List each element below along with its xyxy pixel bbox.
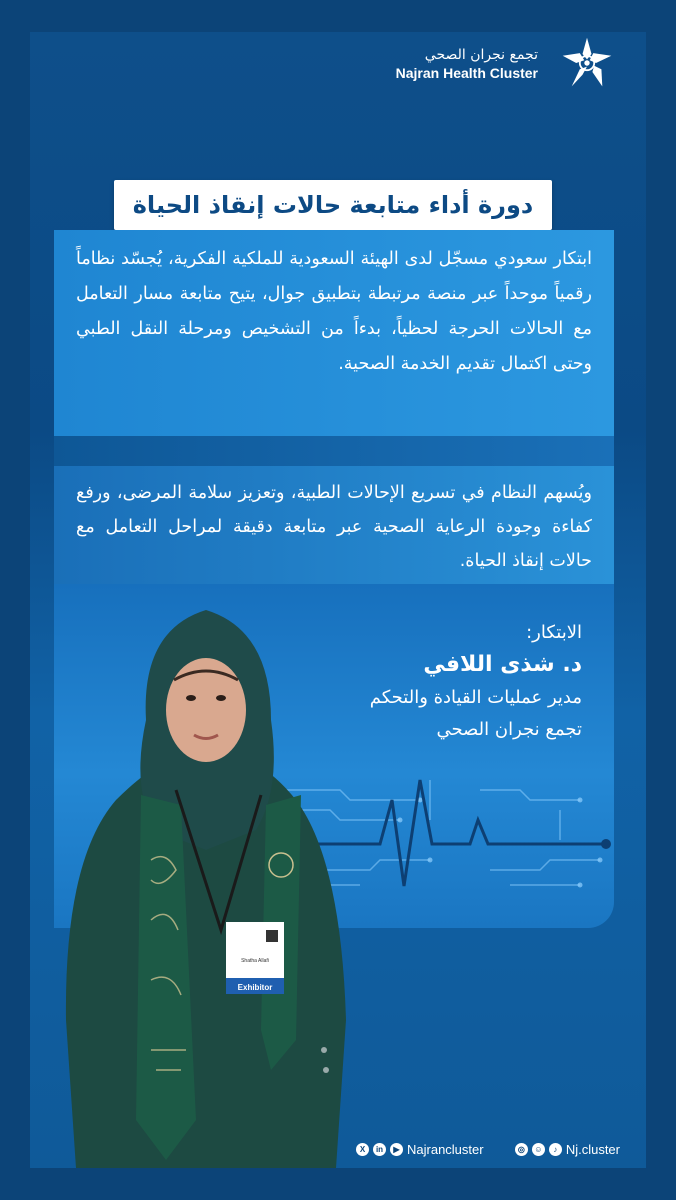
social-group-right bbox=[515, 1142, 620, 1157]
handle-nj-cluster[interactable]: Nj.cluster bbox=[565, 1141, 620, 1157]
innovator-label: الابتكار: bbox=[526, 622, 582, 643]
youtube-icon[interactable]: ▶ bbox=[390, 1143, 403, 1156]
tiktok-icon[interactable]: ♪ bbox=[549, 1143, 562, 1156]
snapchat-icon[interactable]: ☺ bbox=[532, 1143, 545, 1156]
instagram-icon[interactable]: ◎ bbox=[515, 1143, 528, 1156]
divider-band bbox=[54, 436, 614, 466]
exhibitor-badge bbox=[226, 922, 284, 994]
handle-najrancluster[interactable]: Najrancluster bbox=[407, 1141, 484, 1157]
brand-wordmark bbox=[396, 46, 538, 82]
description-panel-1 bbox=[54, 230, 614, 436]
social-group-left bbox=[356, 1142, 484, 1157]
innovator-info bbox=[370, 618, 582, 746]
page-title: دورة أداء متابعة حالات إنقاذ الحياة bbox=[132, 191, 534, 219]
paragraph-1: ابتكار سعودي مسجّل لدى الهيئة السعودية للملكية الفكرية، يُجسّد نظاماً رقمياً موحداً عبر منصة مرتبطة بتطبيق جوال، يتيح متابعة مسار التعامل مع الحالات الحرجة لحظياً، بدءاً من التشخيص ومرحلة النقل الطبي وحتى اكتمال تقديم الخدمة الصحية. bbox=[76, 249, 592, 374]
najran-star-logo-icon bbox=[560, 36, 614, 90]
linkedin-icon[interactable]: in bbox=[373, 1143, 386, 1156]
x-icon[interactable]: X bbox=[356, 1143, 369, 1156]
innovator-name: د. شذى اللافي bbox=[423, 652, 582, 677]
brand-name-english: Najran Health Cluster bbox=[395, 65, 538, 81]
innovator-role: مدير عمليات القيادة والتحكم bbox=[369, 687, 582, 708]
innovator-organization: تجمع نجران الصحي bbox=[436, 719, 582, 740]
footer-social bbox=[356, 1138, 620, 1160]
page-title-box bbox=[114, 180, 552, 230]
badge-type: Exhibitor bbox=[237, 983, 273, 992]
description-panel-2 bbox=[54, 466, 614, 584]
paragraph-2: ويُسهم النظام في تسريع الإحالات الطبية، وتعزيز سلامة المرضى، ورفع كفاءة وجودة الرعاية الصحية عبر متابعة دقيقة لمراحل التعامل مع حالات إنقاذ الحياة. bbox=[76, 483, 592, 571]
brand-name-arabic: تجمع نجران الصحي bbox=[424, 47, 538, 63]
innovator-photo bbox=[56, 600, 356, 1168]
badge-holder-name: Shatha Allafi bbox=[241, 958, 269, 964]
